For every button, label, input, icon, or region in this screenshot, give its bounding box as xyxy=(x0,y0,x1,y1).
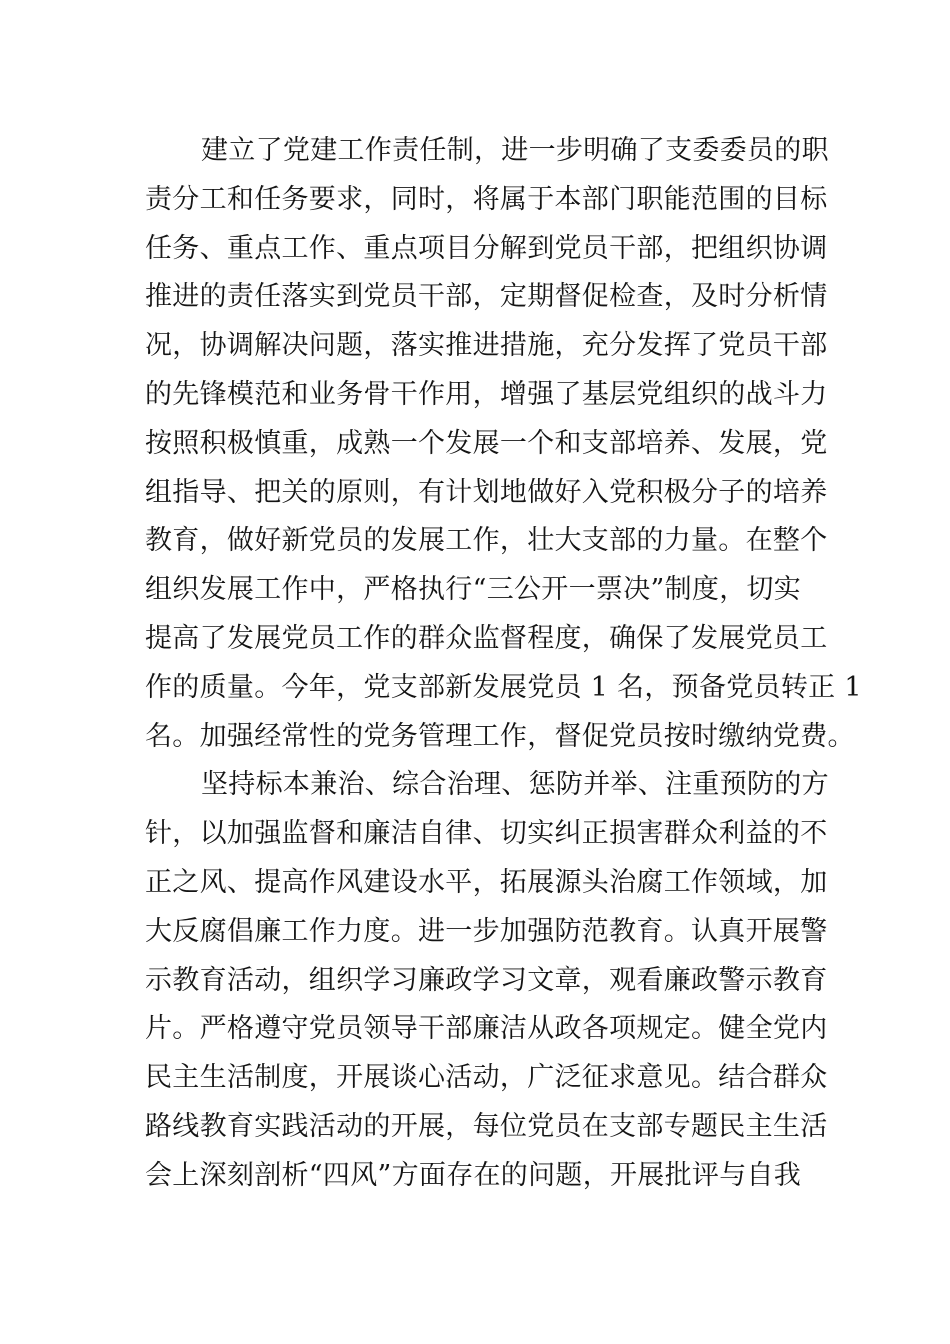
paragraph-line: 教育，做好新党员的发展工作，壮大支部的力量。在整个 xyxy=(145,525,828,557)
paragraph-line: 片。严格遵守党员领导干部廉洁从政各项规定。健全党内 xyxy=(145,1013,828,1045)
paragraph-line: 针，以加强监督和廉洁自律、切实纠正损害群众利益的不 xyxy=(145,818,828,850)
paragraph-line: 按照积极慎重，成熟一个发展一个和支部培养、发展，党 xyxy=(145,427,828,459)
paragraph-line: 作的质量。今年，党支部新发展党员 1 名，预备党员转正 1 xyxy=(145,671,862,703)
paragraph-line: 推进的责任落实到党员干部，定期督促检查，及时分析情 xyxy=(145,281,828,313)
paragraph-line: 的先锋模范和业务骨干作用，增强了基层党组织的战斗力 xyxy=(145,378,828,410)
paragraph-line: 民主生活制度，开展谈心活动，广泛征求意见。结合群众 xyxy=(145,1062,828,1094)
paragraph-line: 建立了党建工作责任制，进一步明确了支委委员的职 xyxy=(201,135,829,166)
paragraph-line: 况，协调解决问题，落实推进措施，充分发挥了党员干部 xyxy=(145,330,828,362)
paragraph-line: 提高了发展党员工作的群众监督程度，确保了发展党员工 xyxy=(145,622,828,654)
paragraph-line: 责分工和任务要求，同时，将属于本部门职能范围的目标 xyxy=(145,183,828,215)
paragraph-line: 示教育活动，组织学习廉政学习文章，观看廉政警示教育 xyxy=(145,964,828,996)
paragraph-line: 任务、重点工作、重点项目分解到党员干部，把组织协调 xyxy=(145,232,828,264)
body-text xyxy=(145,127,862,1201)
paragraph-line: 大反腐倡廉工作力度。进一步加强防范教育。认真开展警 xyxy=(145,915,828,947)
paragraph-line: 正之风、提高作风建设水平，拓展源头治腐工作领域，加 xyxy=(145,866,828,898)
paragraph-line: 组织发展工作中，严格执行“三公开一票决”制度，切实 xyxy=(145,574,802,606)
paragraph-line: 名。加强经常性的党务管理工作，督促党员按时缴纳党费。 xyxy=(145,720,855,752)
paragraph-line: 会上深刻剖析“四风”方面存在的问题，开展批评与自我 xyxy=(145,1159,802,1191)
paragraph-line: 组指导、把关的原则，有计划地做好入党积极分子的培养 xyxy=(145,476,828,508)
paragraph-line: 坚持标本兼治、综合治理、惩防并举、注重预防的方 xyxy=(201,769,829,801)
paragraph-line: 路线教育实践活动的开展，每位党员在支部专题民主生活 xyxy=(145,1110,828,1142)
